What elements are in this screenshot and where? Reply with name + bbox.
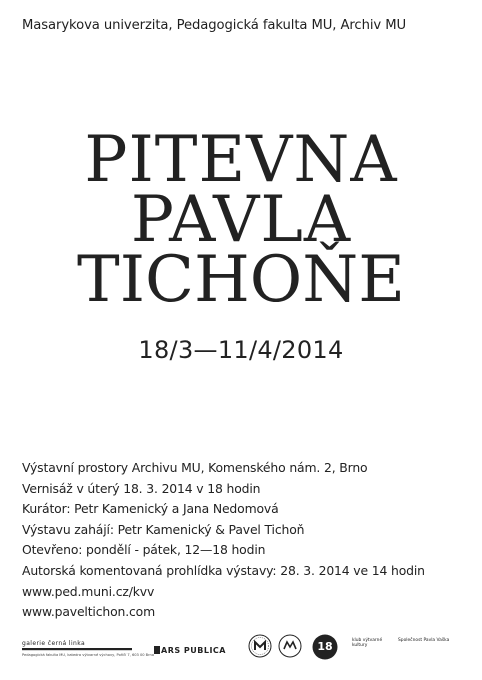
institution-header: Masarykova univerzita, Pedagogická fakulta MU, Archiv MU — [22, 18, 407, 33]
klub-label: klub výtvarné kultury — [352, 638, 383, 649]
spolecnost-logo — [398, 638, 462, 643]
ars-publica-label: ARS PUBLICA — [161, 646, 226, 655]
sponsor-logos — [22, 628, 462, 664]
exhibition-info — [22, 458, 467, 623]
title-line-3: TICHOŇE — [77, 243, 405, 317]
klub-logo — [352, 638, 398, 649]
galerie-address: Pedagogická fakulta MU, katedra výtvarné výchovy, Poříčí 7, 603 00 Brno — [22, 653, 155, 657]
muni-seal-icon — [248, 634, 272, 658]
link-paveltichon[interactable]: www.paveltichon.com — [22, 604, 156, 620]
ars-block-icon — [154, 646, 160, 654]
info-venue: Výstavní prostory Archivu MU, Komenského nám. 2, Brno — [22, 460, 368, 475]
spolecnost-label: Společnost Pavla Vaška — [398, 638, 450, 643]
eighteen-logo — [312, 634, 338, 660]
title-line-2: PAVLA — [130, 183, 352, 257]
ars-publica-logo — [154, 646, 226, 655]
galerie-cerna-linka-logo — [22, 640, 155, 657]
info-guided-tour: Autorská komentovaná prohlídka výstavy: 28. 3. 2014 ve 14 hodin — [22, 562, 425, 578]
info-opening-speakers: Výstavu zahájí: Petr Kamenický & Pavel Tichoň — [22, 521, 305, 537]
info-curator: Kurátor: Petr Kamenický a Jana Nedomová — [22, 501, 279, 517]
eighteen-label: 18 — [317, 640, 333, 653]
title-line-1: PITEVNA — [84, 123, 398, 197]
exhibition-dates: 18/3—11/4/2014 — [138, 336, 344, 364]
galerie-name: galerie černá linka — [22, 640, 86, 647]
link-ped-muni[interactable]: www.ped.muni.cz/kvv — [22, 583, 155, 599]
info-vernissage: Vernisáž v úterý 18. 3. 2014 v 18 hodin — [22, 480, 261, 496]
galerie-line-icon — [22, 648, 132, 651]
archive-seal-icon — [278, 634, 302, 658]
info-opening-hours: Otevřeno: pondělí - pátek, 12—18 hodin — [22, 542, 266, 558]
